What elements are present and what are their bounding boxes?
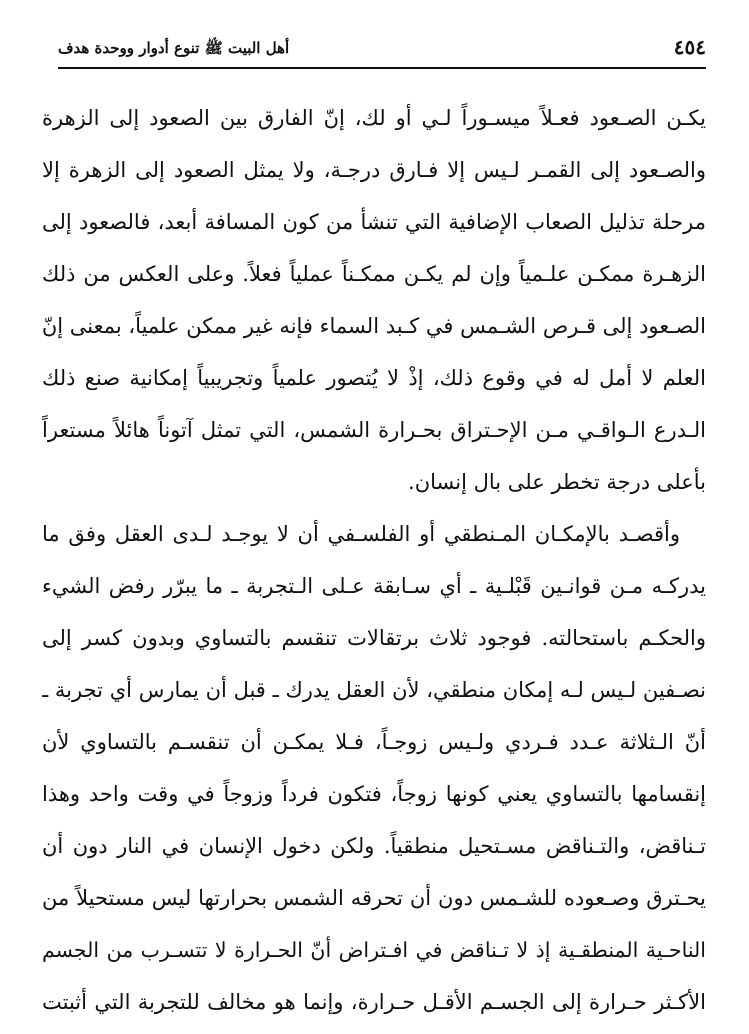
- text-line: الأكـثر حـرارة إلى الجسـم الأقـل حـرارة، وإنما هو مخالف للتجربة التي أثبتت: [42, 990, 706, 1014]
- text-line: الـدرع الـواقـي مـن الإحـتراق بحـرارة الشمس، التي تمثل آتوناً هائلاً مستعراً: [42, 418, 706, 442]
- page-number: ٤٥٤: [673, 35, 706, 59]
- text-line: إنقسامها بالتساوي يعني كونها زوجاً، فتكون فرداً وزوجاً في وقت واحد وهذا: [42, 782, 706, 806]
- text-line: الناحـية المنطقـية إذ لا تـناقض في افـتراض أنّ الحـرارة لا تتسـرب من الجسم: [42, 938, 706, 962]
- text-line: العلم لا أمل له في وقوع ذلك، إذْ لا يُتصور علمياً وتجريبياً إمكانية صنع ذلك: [42, 366, 706, 390]
- text-line: والصـعود إلى القمـر لـيس إلا فـارق درجـة، ولا يمثل الصعود إلى الزهرة إلا: [42, 158, 706, 182]
- paragraph-1: [42, 92, 706, 508]
- text-line: تـناقض، والتـناقض مسـتحيل منطقياً. ولكن دخول الإنسان في النار دون أن: [42, 834, 706, 858]
- paragraph-2: [42, 508, 706, 1028]
- header-divider: [58, 67, 706, 69]
- text-line: أنّ الـثلاثة عـدد فـردي ولـيس زوجـاً، فـلا يمكـن أن تنقسـم بالتساوي لأن: [42, 730, 706, 754]
- text-line: يدركـه مـن قوانـين قَبْلـية ـ أي سـابقة عـلى الـتجربة ـ ما يبرّر رفض الشيء: [42, 574, 706, 598]
- text-line: وأقصـد بالإمكـان المـنطقي أو الفلسـفي أن لا يوجـد لـدى العقل وفق ما: [42, 522, 680, 546]
- text-line: يكـن الصـعود فعـلاً ميسـوراً لـي أو لك، إنّ الفارق بين الصعود إلى الزهرة: [42, 106, 706, 130]
- text-line: الصـعود إلى قـرص الشـمس في كـبد السماء فإنه غير ممكن علمياً، بمعنى إنّ: [42, 314, 706, 338]
- running-header: [58, 34, 706, 62]
- text-line: يحـترق وصـعوده للشـمس دون أن تحرقه الشمس بحرارتها ليس مستحيلاً من: [42, 886, 706, 910]
- text-line: بأعلى درجة تخطر على بال إنسان.: [408, 470, 706, 494]
- running-title: أهل البيت ﷺ تنوع أدوار ووحدة هدف: [58, 39, 290, 57]
- text-line: الزهـرة ممكـن علـمياً وإن لم يكـن ممكـناً عملياً فعلاً. وعلى العكس من ذلك: [42, 262, 706, 286]
- body-text: [42, 92, 706, 1028]
- text-line: نصـفين لـيس لـه إمكان منطقي، لأن العقل يدرك ـ قبل أن يمارس أي تجربة ـ: [42, 678, 706, 702]
- text-line: مرحلة تذليل الصعاب الإضافية التي تنشأ من كون المسافة أبعد، فالصعود إلى: [42, 210, 706, 234]
- text-line: والحكـم باستحالته. فوجود ثلاث برتقالات تنقسم بالتساوي وبدون كسر إلى: [42, 626, 706, 650]
